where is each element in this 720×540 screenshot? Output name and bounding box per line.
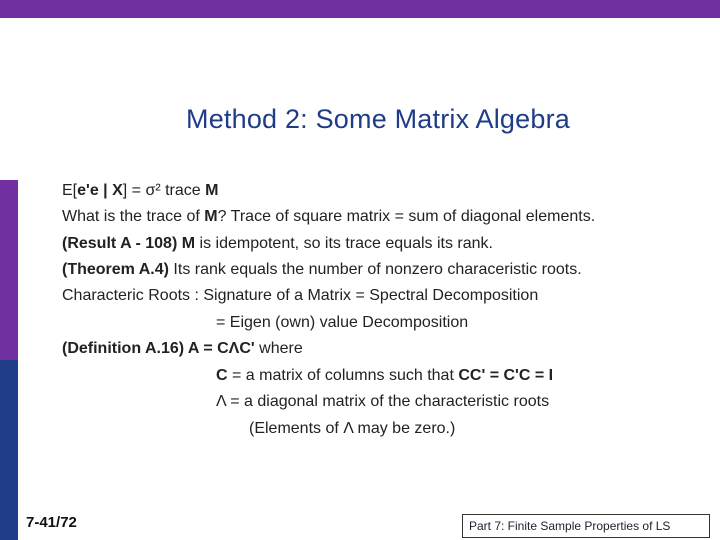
line-definition-a16: (Definition A.16) A = CΛC' where: [62, 340, 303, 357]
line-c-definition: C = a matrix of columns such that CC' = C'C = I: [216, 367, 554, 384]
slide-number: 7-41/72: [26, 514, 77, 531]
line-characteristic-roots: Characteric Roots : Signature of a Matrix = Spectral Decomposition: [62, 287, 539, 304]
line-eigen-decomposition: = Eigen (own) value Decomposition: [216, 314, 469, 331]
left-color-band: [0, 18, 18, 540]
line-result-a108: (Result A - 108) M is idempotent, so its trace equals its rank.: [62, 235, 493, 252]
footer-caption: Part 7: Finite Sample Properties of LS: [462, 514, 710, 538]
line-theorem-a4: (Theorem A.4) Its rank equals the number of nonzero characeristic roots.: [62, 261, 582, 278]
slide-title: Method 2: Some Matrix Algebra: [186, 104, 570, 134]
top-color-bar: [0, 0, 720, 18]
line-lambda-definition: Λ = a diagonal matrix of the characteristic roots: [216, 393, 550, 410]
line-trace-question: What is the trace of M? Trace of square matrix = sum of diagonal elements.: [62, 208, 596, 225]
line-expectation: E[e'e | X] = σ² trace M: [62, 182, 219, 199]
line-lambda-note: (Elements of Λ may be zero.): [249, 420, 456, 437]
